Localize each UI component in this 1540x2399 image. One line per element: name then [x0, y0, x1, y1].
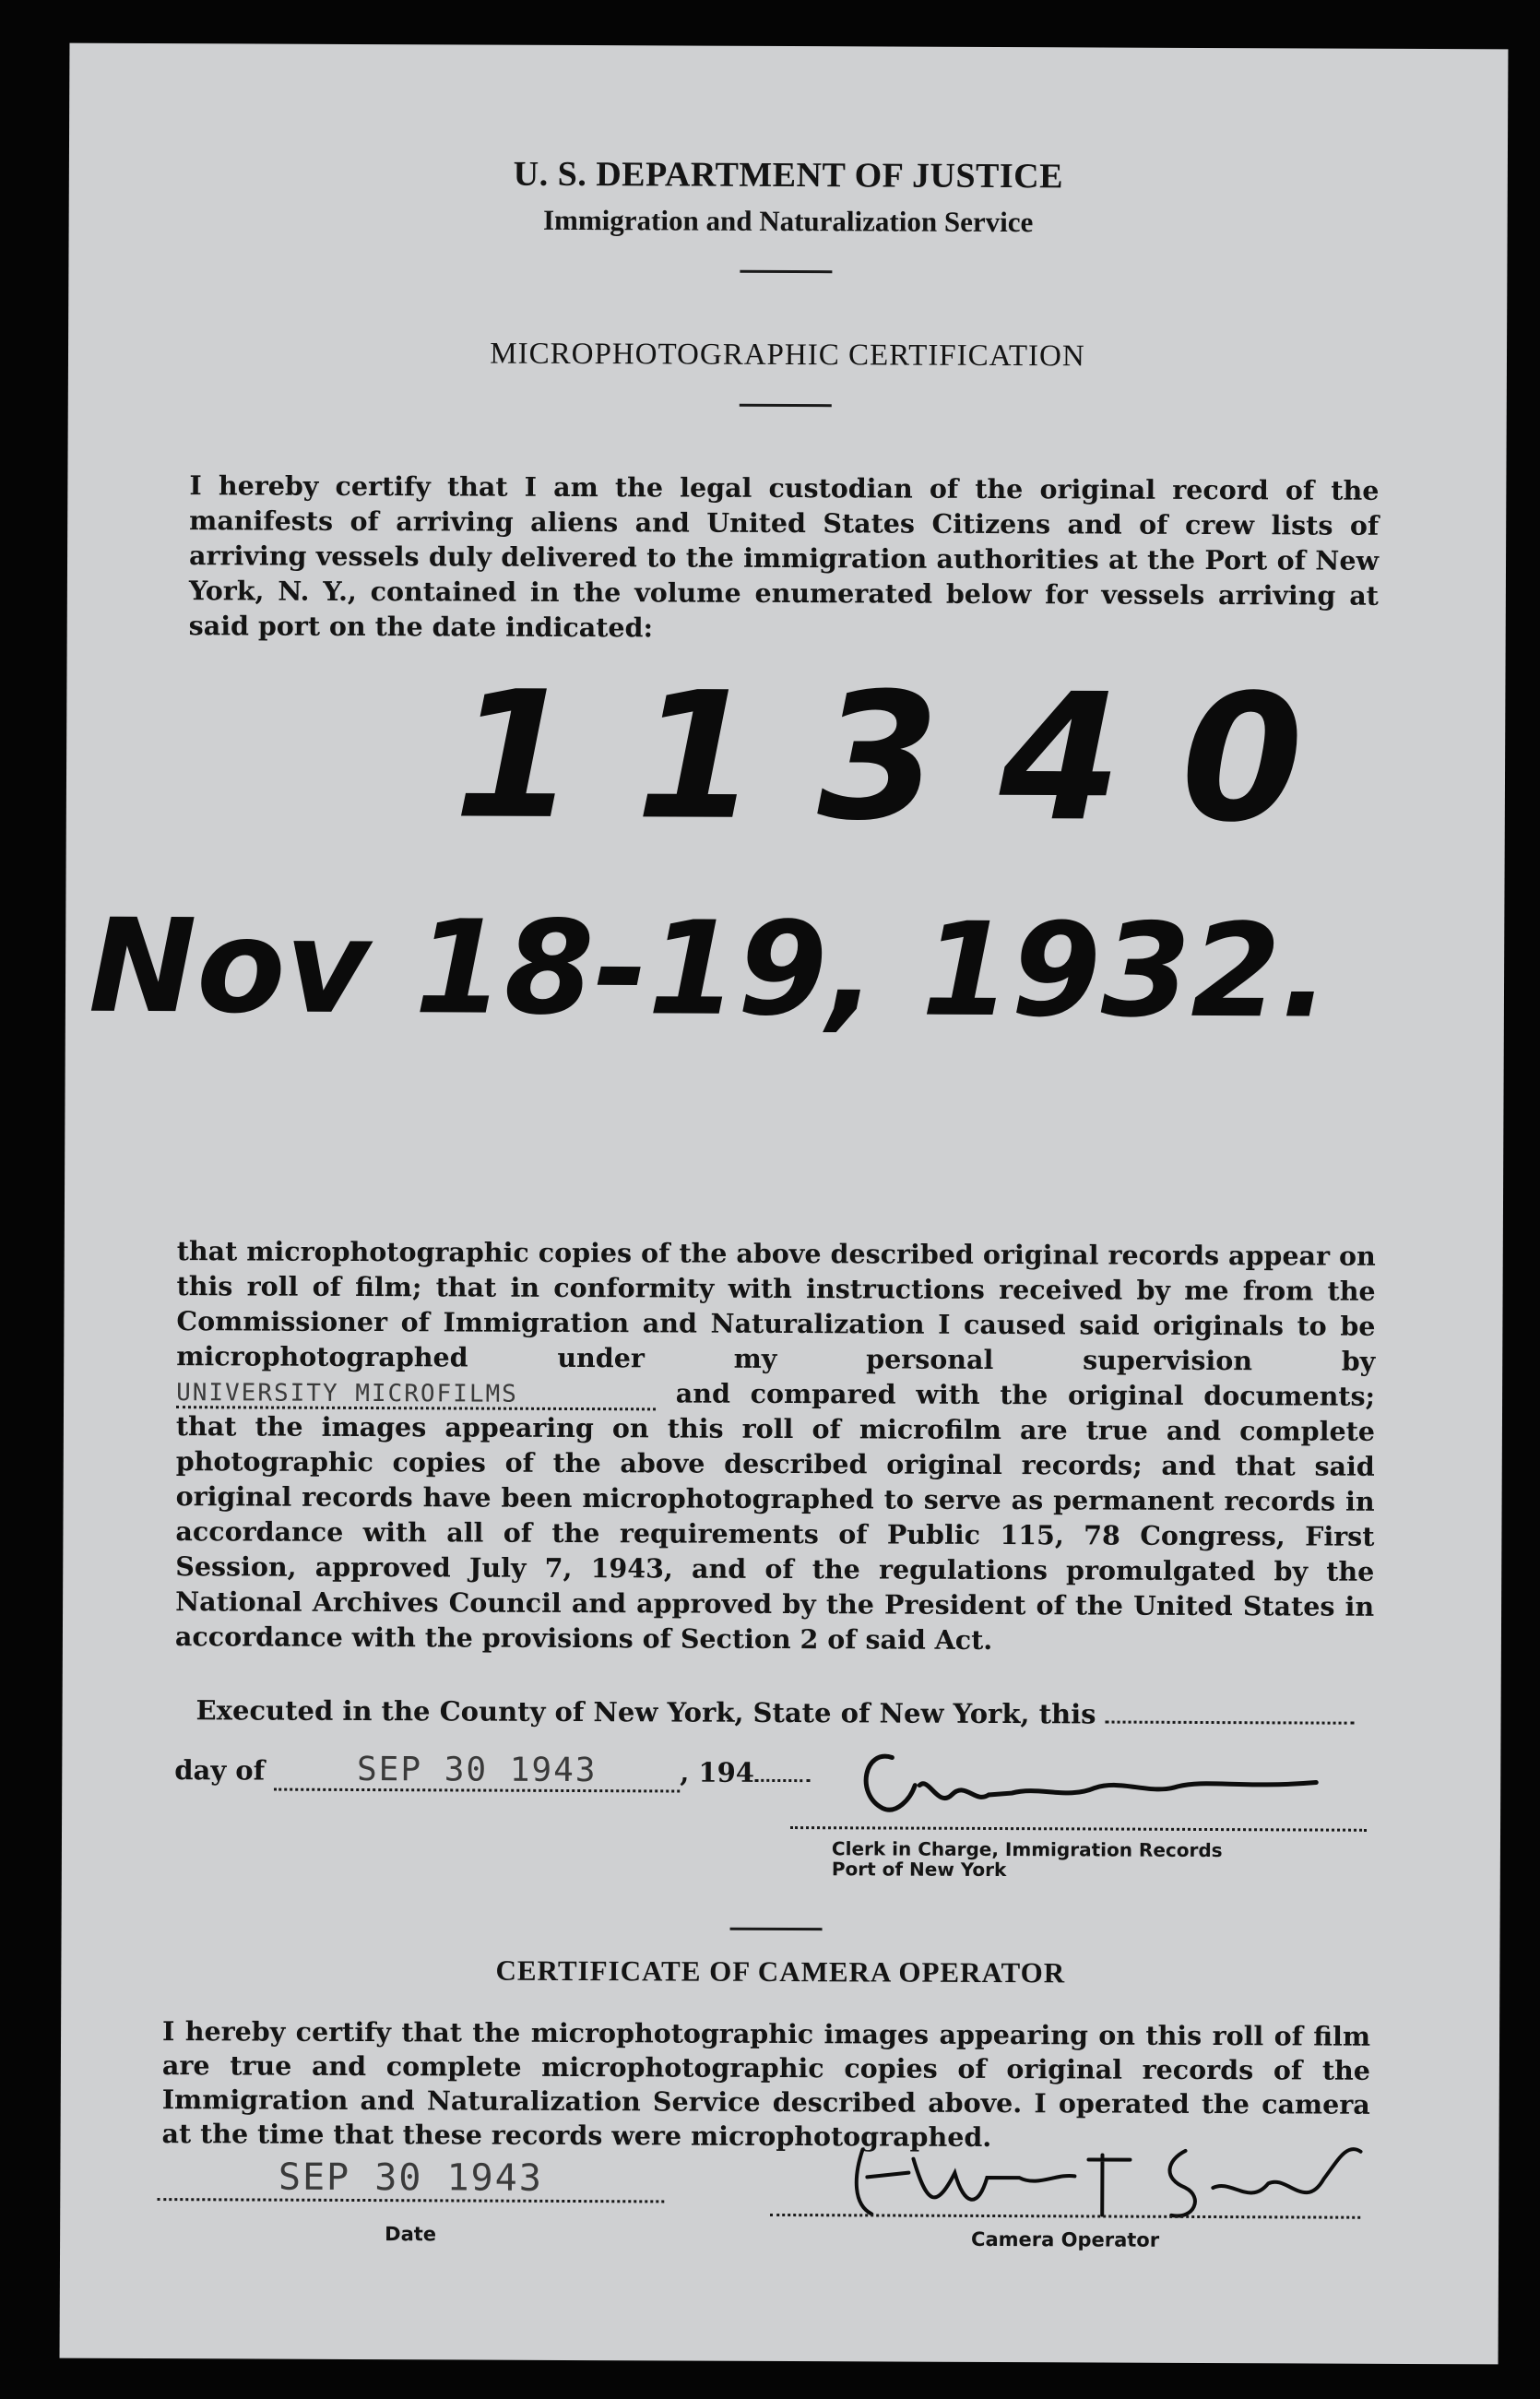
year-suffix: , 194	[680, 1756, 755, 1788]
handwritten-arrival-date: Nov 18-19, 1932.	[88, 891, 1331, 1048]
executed-text: Executed in the County of New York, State of New York, this	[195, 1694, 1096, 1730]
executed-blank	[1106, 1721, 1355, 1725]
divider	[740, 404, 832, 407]
day-of-label: day of	[174, 1754, 266, 1787]
executed-line	[196, 1694, 1377, 1731]
year-blank	[754, 1779, 810, 1782]
clerk-signature	[827, 1729, 1380, 1834]
clerk-title-line1: Clerk in Charge, Immigration Records	[831, 1837, 1223, 1862]
photographer-stamp: UNIVERSITY MICROFILMS	[176, 1380, 656, 1410]
microfilm-paragraph	[175, 1233, 1376, 1659]
microfilm-paragraph-continuation: and compared with the original documents; that the images appearing on this roll of microfilm are true and complete photographic copies of the above described original records; and that said original records have been microphotographed to serve as permanent records in accordance with all of the requirements of Public 115, 78 Congress, First Session, approved July 7, 1943, and of the regulations promulgated by the National Archives Council and approved by the President of the United States in accordance with the provisions of Section 2 of said Act.	[174, 1377, 1376, 1656]
custodian-paragraph: I hereby certify that I am the legal custodian of the original record of the manifests of arriving aliens and United States Citizens and of crew lists of arriving vessels duly delivered to the immigration authorities at the Port of New York, N. Y., contained in the volume enumerated below for vessels arriving at said port on the date indicated:	[188, 469, 1380, 644]
certification-title: MICROPHOTOGRAPHIC CERTIFICATION	[490, 337, 1085, 374]
day-of-line	[174, 1750, 875, 1793]
camera-date-stamp: SEP 30 1943	[157, 2156, 664, 2203]
camera-cert-paragraph: I hereby certify that the microphotographic images appearing on this roll of film are true and complete microphotographic copies of original records of the Immigration and Naturalization Service described above. I operated the camera at the time that these records were microphotographed.	[161, 2015, 1371, 2153]
execution-date-stamp: SEP 30 1943	[274, 1751, 680, 1793]
divider	[740, 270, 832, 273]
clerk-title-line2: Port of New York	[831, 1858, 1007, 1882]
date-label: Date	[385, 2223, 437, 2246]
divider	[730, 1928, 823, 1930]
operator-label: Camera Operator	[971, 2227, 1160, 2251]
certificate-sheet	[60, 43, 1509, 2365]
handwritten-volume-number: 11340	[453, 653, 1364, 861]
service-subheading: Immigration and Naturalization Service	[542, 203, 1034, 239]
camera-cert-title: CERTIFICATE OF CAMERA OPERATOR	[495, 1954, 1066, 1989]
microfilm-paragraph-text: that microphotographic copies of the above described original records appear on this roll of film; that in conformity with instructions received by me from the Commissioner of Immigration and Naturalization I caused said originals to be microphotographed under my personal supervision by	[176, 1235, 1376, 1377]
agency-heading: U. S. DEPARTMENT OF JUSTICE	[513, 154, 1064, 196]
